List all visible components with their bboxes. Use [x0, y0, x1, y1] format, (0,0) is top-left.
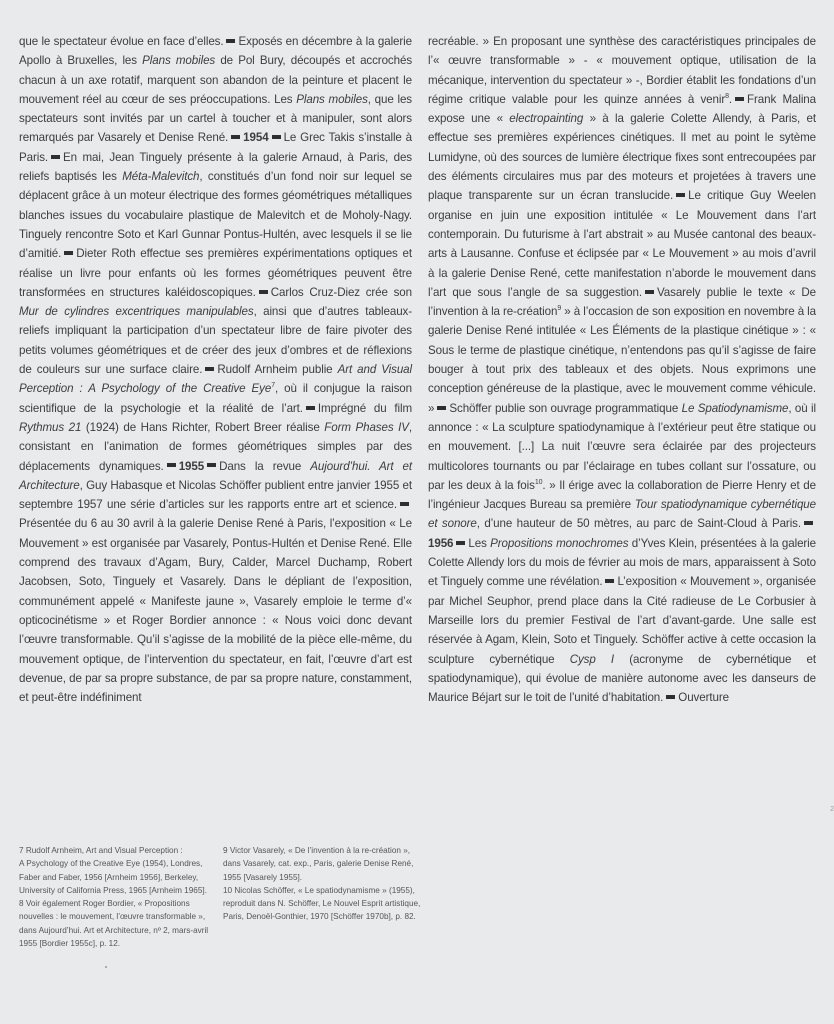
footnote-line: Paris, Denoël-Gonthier, 1970 [Schöffer 1970b], p. 82. — [223, 912, 416, 922]
footnote-line: Faber and Faber, 1956 [Arnheim 1956], Berkeley, — [19, 872, 199, 882]
footnote-line: 1955 [Vasarely 1955]. — [223, 872, 303, 882]
year-heading: 1954 — [243, 131, 269, 145]
separator-bar — [605, 579, 614, 583]
footnote-line: reproduit dans N. Schöffer, Le Nouvel Esprit artistique, — [223, 899, 421, 909]
footnote-line: University of California Press, 1965 [Arnheim 1965]. — [19, 885, 207, 895]
footnote-ref: 7 — [271, 382, 275, 390]
separator-bar — [231, 135, 240, 139]
footnote-line: A Psychology of the Creative Eye (1954), Londres, — [19, 859, 203, 869]
left-text-column — [19, 32, 412, 707]
separator-bar — [456, 541, 465, 545]
separator-bar — [207, 463, 216, 467]
separator-bar — [259, 290, 268, 294]
footnote-line: dans Vasarely, cat. exp., Paris, galerie Denise René, — [223, 859, 414, 869]
year-heading: 1956 — [428, 536, 454, 550]
footnotes-left — [19, 844, 215, 950]
separator-bar — [167, 463, 176, 467]
separator-bar — [735, 97, 744, 101]
right-text-column — [428, 32, 816, 707]
footnote-line: dans Aujourd’hui. Art et Architecture, nº 2, mars-avril — [19, 925, 209, 935]
footnote-line: 8 Voir également Roger Bordier, « Propositions — [19, 899, 190, 909]
separator-bar — [205, 367, 214, 371]
right-paragraph: recréable. » En proposant une synthèse des caractéristiques principales de l’« œuvre transformable » - « mouvement optique, utilisation de la mécanique, intervention du spectateur » -, Bordier établit les fondations d’un régime critique valable pour les quinze années à venir$^8$. Frank Malina expose une « electropainting » à la galerie Colette Allendy, à Paris, et effectue ses premières expériences cinétiques. Il met au point le sytème Lumidyne, où des sources de lumière électrique fixes sont entrecoupées par des éléments circulaires mus par des moteurs et projetées à travers une plaque transparente sur un écran translucide. Le critique Guy Weelen organise en juin une exposition intitulée « Le Mouvement dans l’art contemporain. Du futurisme à l’art abstrait » au Musée cantonal des beaux-arts à Lausanne. Confuse et éclipsée par « Le Mouvement » au mois d’avril à la galerie Denise René, cette manifestation n’aborde le mouvement dans l’art que sous l’angle de sa suggestion. Vasarely publie le texte « De l’invention à la re-création$^9$ » à l’occasion de son exposition en novembre à la galerie Denise René intitulée « Les Éléments de la plastique cinétique » : « Sous le terme de plastique cinétique, n’entendons pas qu’il s’agisse de faire bouger à tout prix des tableaux et des objets. Nous exprimons une conception généreuse de la plastique, avec le mouvement comme véhicule. » Schöffer publie son ouvrage programmatique Le Spatiodynamisme, où il annonce : « La sculpture spatiodynamique à l’extérieur peut être statique ou en mouvement. [...] La nuit l’œuvre sera éclairée par des projecteurs multicolores tournants ou par l’éclairage en tubes collant sur l’ossature, ou par les deux à la fois$^{10}$. » Il érige avec la collaboration de Pierre Henry et de l’ingénieur Jacques Bureau sa première Tour spatiodynamique cybernétique et sonore, d’une hauteur de 50 mètres, au parc de Saint-Cloud à Paris.1956 Les Propositions monochromes d’Yves Klein, présentées à la galerie Colette Allendy lors du mois de février au mois de mars, apparaissent à Soto et Tinguely comme une révélation. L’exposition « Mouvement », organisée par Michel Seuphor, prend place dans la Cité radieuse de Le Corbusier à Marseille lors du premier Festival de l’art d’avant-garde. Une salle est réservée à Agam, Klein, Soto et Tinguely. Schöffer active à cette occasion la sculpture cybernétique Cysp I (acronyme de cybernétique et spatiodynamique), qui évolue de manière autonome avec les danseurs de Maurice Béjart sur le toit de l’unité d’habitation. Ouverture — [428, 35, 817, 705]
page-edge-mark: 2 — [830, 806, 834, 813]
footnotes-right — [223, 844, 423, 924]
page-dot — [105, 966, 107, 968]
footnote-ref: 9 — [557, 305, 562, 313]
footnote-line: 1955 [Bordier 1955c], p. 12. — [19, 939, 121, 949]
separator-bar — [666, 695, 675, 699]
footnote-line: 7 Rudolf Arnheim, Art and Visual Perception : — [19, 846, 183, 855]
separator-bar — [645, 290, 654, 294]
footnote-ref: 10 — [534, 478, 543, 486]
year-heading: 1955 — [178, 459, 205, 473]
separator-bar — [400, 502, 409, 506]
separator-bar — [676, 193, 685, 197]
separator-bar — [226, 39, 235, 43]
separator-bar — [272, 135, 281, 139]
footnote-line: nouvelles : le mouvement, l’œuvre transformable », — [19, 912, 206, 922]
footnote-line: 9 Victor Vasarely, « De l’invention à la re-création », — [223, 846, 411, 855]
separator-bar — [306, 406, 315, 410]
footnote-line: 10 Nicolas Schöffer, « Le spatiodynamisme » (1955), — [223, 885, 415, 895]
separator-bar — [437, 406, 446, 410]
left-paragraph: que le spectateur évolue en face d’elles. Exposés en décembre à la galerie Apollo à Bruxelles, les Plans mobiles de Pol Bury, découpés et accrochés chacun à un axe rotatif, marquent son abandon de la peinture et placent le mouvement réel au cœur de ses préoccupations. Les Plans mobiles, que les spectateurs sont invités par un cartel à toucher et à manipuler, sont alors remarqués par Vasarely et Denise René. 1954 Le Grec Takis s’installe à Paris. En mai, Jean Tinguely présente à la galerie Arnaud, à Paris, des reliefs baptisés les Méta-Malevitch, constitués d’un fond noir sur lequel se déplacent grâce à un moteur électrique des formes géométriques métalliques blanches issues du vocabulaire plastique de Malevitch et de Moholy-Nagy. Tinguely rencontre Soto et Karl Gunnar Pontus-Hultén, avec lesquels il se lie d’amitié. Dieter Roth effectue ses premières expérimentations optiques et réalise un livre pour enfants où les formes géométriques peuvent être transformées en structures kaléidoscopiques. Carlos Cruz-Diez crée son Mur de cylindres excentriques manipulables, ainsi que d’autres tableaux-reliefs impliquant la participation d’un spectateur libre de faire pivoter des petits volumes géométriques et de créer des jeux d’ombres et de réflexions de couleurs sur une surface claire. Rudolf Arnheim publie Art and Visual Perception : A Psychology of the Creative Eye$^7$, où il conjugue la raison scientifique de la psychologie et la réalité de l’art. Imprégné du film Rythmus 21 (1924) de Hans Richter, Robert Breer réalise Form Phases IV, consistant en l’animation de formes géométriques simples par des déplacements dynamiques. 1955 Dans la revue Aujourd’hui. Art et Architecture, Guy Habasque et Nicolas Schöffer publient entre janvier 1955 et septembre 1957 une série d’articles sur les rapports entre art et science.Présentée du 6 au 30 avril à la galerie Denise René à Paris, l’exposition « Le Mouvement » est organisée par Vasarely, Pontus-Hultén et Denise René. Elle comprend des travaux d’Agam, Bury, Calder, Marcel Duchamp, Robert Jacobsen, Soto, Tinguely et Vasarely. Dans le dépliant de l’exposition, communément appelé « Manifeste jaune », Vasarely emploie le terme d’« opticocinétisme » et Roger Bordier annonce : « Nous voici donc devant l’œuvre transformable. Qu’il s’agisse de la mobilité de la pièce elle-même, du mouvement optique, de l’intervention du spectateur, en fait, l’œuvre d’art est devenue, de par sa propre substance, de par sa propre nature, constamment, et peut-être indéfiniment — [19, 35, 413, 705]
separator-bar — [64, 251, 73, 255]
separator-bar — [804, 521, 813, 525]
separator-bar — [51, 155, 60, 159]
footnote-ref: 8 — [725, 93, 729, 101]
